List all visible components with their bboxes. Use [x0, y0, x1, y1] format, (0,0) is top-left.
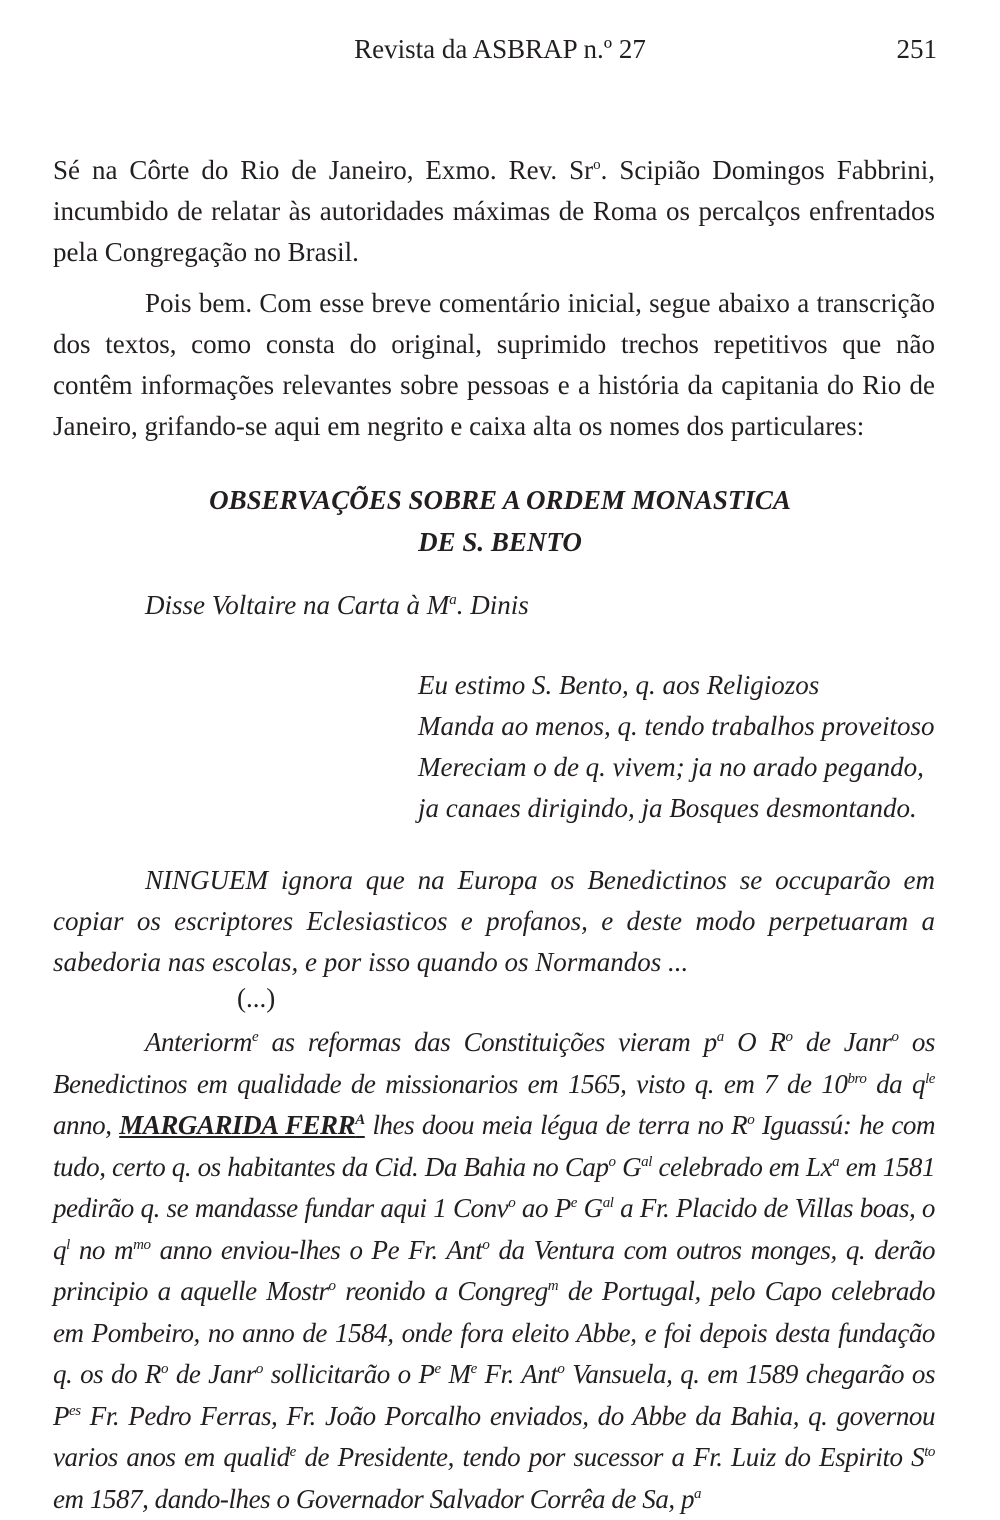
paragraph-benedictines-europe: NINGUEM ignora que na Europa os Benedictinos se occuparão em copiar os escriptores Eclesiasticos e profanos, e deste modo perpetuaram a sabedoria nas escolas, e por isso quando os Normandos ...: [53, 865, 935, 977]
section-heading-line-1: OBSERVAÇÕES SOBRE A ORDEM MONASTICA: [209, 485, 791, 515]
section-heading: [0, 479, 1000, 563]
epigraph-verse: [418, 665, 934, 829]
page-number: 251: [896, 34, 937, 64]
paragraph-transcription-note: Pois bem. Com esse breve comentário inicial, segue abaixo a transcrição dos textos, como consta do original, suprimido trechos repetitivos que não contêm informações relevantes sobre pessoas e a história da capitania do Rio de Janeiro, grifando-se aqui em negrito e caixa alta os nomes dos particulares:: [53, 288, 935, 441]
epigraph-intro: Disse Voltaire na Carta à $M^a$. Dinis: [145, 590, 529, 620]
omission-mark: (...): [237, 983, 276, 1013]
paragraph-intro-continuation: Sé na Côrte do Rio de Janeiro, Exmo. Rev. Sr$^o$. Scipião Domingos Fabbrini, incumbido de relatar às autoridades máximas de Roma os percalços enfrentados pela Congregação no Brasil.: [53, 155, 935, 267]
highlighted-person-name: MARGARIDA $FERR^A$: [119, 1110, 365, 1140]
verse-line: Manda ao menos, q. tendo trabalhos proveitoso: [418, 711, 935, 741]
paragraph-benedictines-rio: Anteriorm$^e$ as reformas das Constituições vieram $p^a$ O $R^o$ de Janr$^o$ os Benedictinos em qualidade de missionarios em 1565, visto q. em 7 de $10^{bro}$ da $q^{le}$ anno, MARGARIDA $FERR^A$ lhes doou meia légua de terra no $R^o$ Iguassú: he com tudo, certo q. os habitantes da Cid. Da Bahia no Cap$^o$ $G^{al}$ celebrado em Lx$^a$ em 1581 pedirão q. se mandasse fundar aqui 1 Conv$^o$ ao $P^e$ $G^{al}$ a Fr. Placido de Villas boas, o $q^l$ no $m^{mo}$ anno enviou-lhes o Pe Fr. Ant$^o$ da Ventura com outros monges, q. derão principio a aquelle Mostr$^o$ reonido a Congreg$^m$ de Portugal, pelo Capo celebrado em Pombeiro, no anno de 1584, onde fora eleito Abbe, e foi depois desta fundação q. os do $R^o$ de Janr$^o$ sollicitarão o $P^e$ Me Fr. Ant$^o$ Vansuela, q. em 1589 chegarão os $P^{es}$ Fr. Pedro Ferras, Fr. João Porcalho enviados, do Abbe da Bahia, q. governou varios anos em qualid$^e$ de Presidente, tendo por sucessor a Fr. Luiz do Espirito $S^{to}$ em 1587, dando-lhes o Governador Salvador Corrêa de Sa, $p^a$: [53, 1027, 936, 1514]
verse-line: ja canaes dirigindo, ja Bosques desmontando.: [418, 793, 917, 823]
verse-line: Eu estimo S. Bento, q. aos Religiozos: [418, 670, 820, 700]
verse-line: Mereciam o de q. vivem; ja no arado pegando,: [418, 752, 924, 782]
running-header-title: Revista da ASBRAP n.º 27: [354, 34, 646, 64]
section-heading-line-2: DE S. BENTO: [418, 527, 582, 557]
